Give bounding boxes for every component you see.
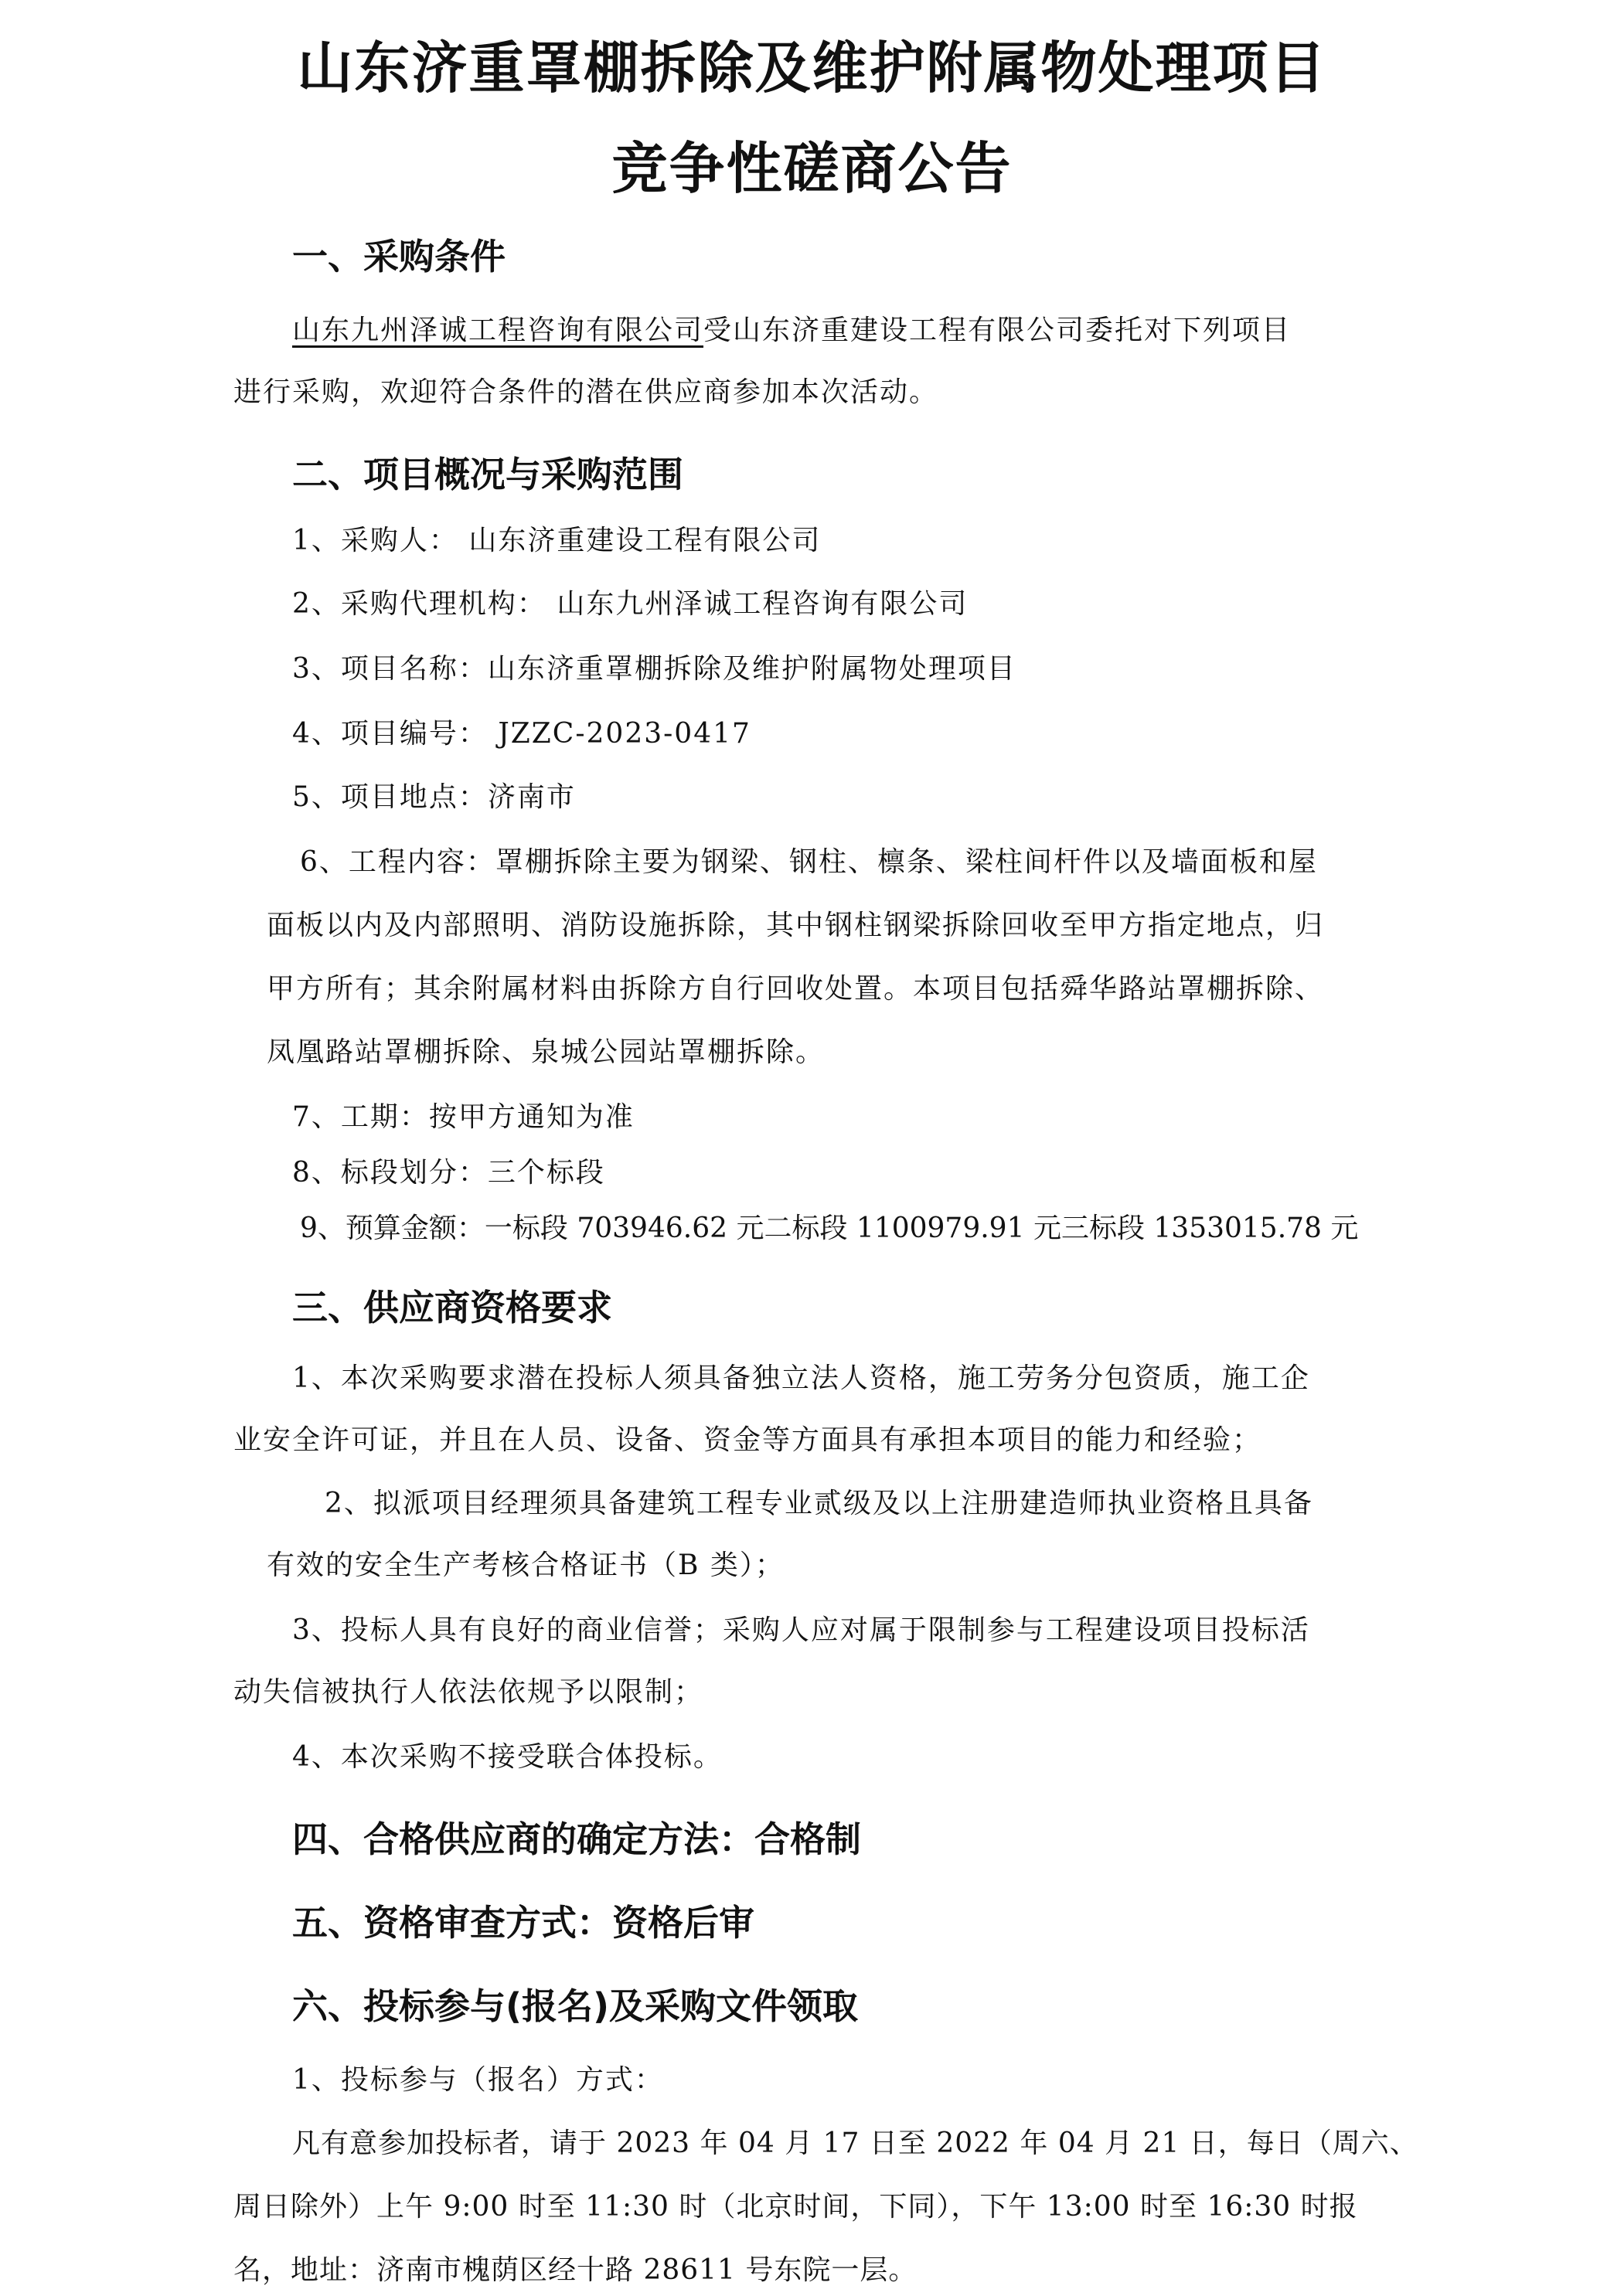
qualification-3-line1: 3、投标人具有良好的商业信誉；采购人应对属于限制参与工程建设项目投标活 <box>292 1614 1310 1646</box>
qualification-4: 4、本次采购不接受联合体投标。 <box>292 1741 723 1773</box>
document-title-line2: 竞争性磋商公告 <box>611 136 1013 201</box>
procurement-conditions-line1 <box>292 314 1291 348</box>
agency-name-underlined: 山东九州泽诚工程咨询有限公司 <box>292 315 704 346</box>
registration-text-line3: 名，地址：济南市槐荫区经十路 28611 号东院一层。 <box>233 2254 918 2286</box>
registration-text-line1: 凡有意参加投标者，请于 2023 年 04 月 17 日至 2022 年 04 月 21 日，每日（周六、 <box>292 2128 1418 2159</box>
overview-item-lots: 8、标段划分：三个标段 <box>292 1157 605 1189</box>
overview-item-location: 5、项目地点：济南市 <box>292 781 576 813</box>
overview-item-duration: 7、工期：按甲方通知为准 <box>292 1101 635 1133</box>
section-heading-qualification-review: 五、资格审查方式：资格后审 <box>292 1902 754 1944</box>
procurement-conditions-line1-rest: 受山东济重建设工程有限公司委托对下列项目 <box>703 315 1292 346</box>
overview-item-scope-line2: 面板以内及内部照明、消防设施拆除，其中钢柱钢梁拆除回收至甲方指定地点，归 <box>267 910 1325 941</box>
qualification-3-line2: 动失信被执行人依法依规予以限制； <box>233 1676 704 1708</box>
overview-item-scope-line1: 6、工程内容：罩棚拆除主要为钢梁、钢柱、檩条、梁柱间杆件以及墙面板和屋 <box>300 846 1318 878</box>
registration-method-label: 1、投标参与（报名）方式： <box>292 2064 664 2096</box>
overview-item-scope-line4: 凤凰路站罩棚拆除、泉城公园站罩棚拆除。 <box>267 1036 826 1068</box>
overview-item-project-name: 3、项目名称：山东济重罩棚拆除及维护附属物处理项目 <box>292 653 1016 685</box>
procurement-conditions-line2: 进行采购，欢迎符合条件的潜在供应商参加本次活动。 <box>233 376 939 408</box>
document-title-line1: 山东济重罩棚拆除及维护附属物处理项目 <box>297 36 1327 100</box>
overview-item-purchaser: 1、采购人： 山东济重建设工程有限公司 <box>292 525 822 556</box>
overview-item-scope-line3: 甲方所有；其余附属材料由拆除方自行回收处置。本项目包括舜华路站罩棚拆除、 <box>267 973 1325 1005</box>
registration-text-line2: 周日除外）上午 9:00 时至 11:30 时（北京时间，下同），下午 13:00 时至 16:30 时报 <box>233 2191 1358 2223</box>
section-heading-procurement-conditions: 一、采购条件 <box>292 236 506 277</box>
qualification-2-line2: 有效的安全生产考核合格证书（B 类）； <box>267 1549 785 1581</box>
overview-item-agency: 2、采购代理机构： 山东九州泽诚工程咨询有限公司 <box>292 588 969 620</box>
section-heading-supplier-qualifications: 三、供应商资格要求 <box>292 1287 612 1328</box>
overview-item-budget: 9、预算金额：一标段 703946.62 元二标段 1100979.91 元三标段 1353015.78 元 <box>300 1213 1359 1244</box>
qualification-1-line2: 业安全许可证，并且在人员、设备、资金等方面具有承担本项目的能力和经验； <box>233 1424 1262 1456</box>
qualification-1-line1: 1、本次采购要求潜在投标人须具备独立法人资格，施工劳务分包资质，施工企 <box>292 1362 1310 1394</box>
overview-item-project-number: 4、项目编号： JZZC-2023-0417 <box>292 718 751 750</box>
qualification-2-line1: 2、拟派项目经理须具备建筑工程专业贰级及以上注册建造师执业资格且具备 <box>325 1488 1313 1519</box>
section-heading-project-overview: 二、项目概况与采购范围 <box>292 454 683 495</box>
section-heading-qualified-supplier-method: 四、合格供应商的确定方法：合格制 <box>292 1818 861 1860</box>
section-heading-registration: 六、投标参与(报名)及采购文件领取 <box>292 1985 859 2027</box>
